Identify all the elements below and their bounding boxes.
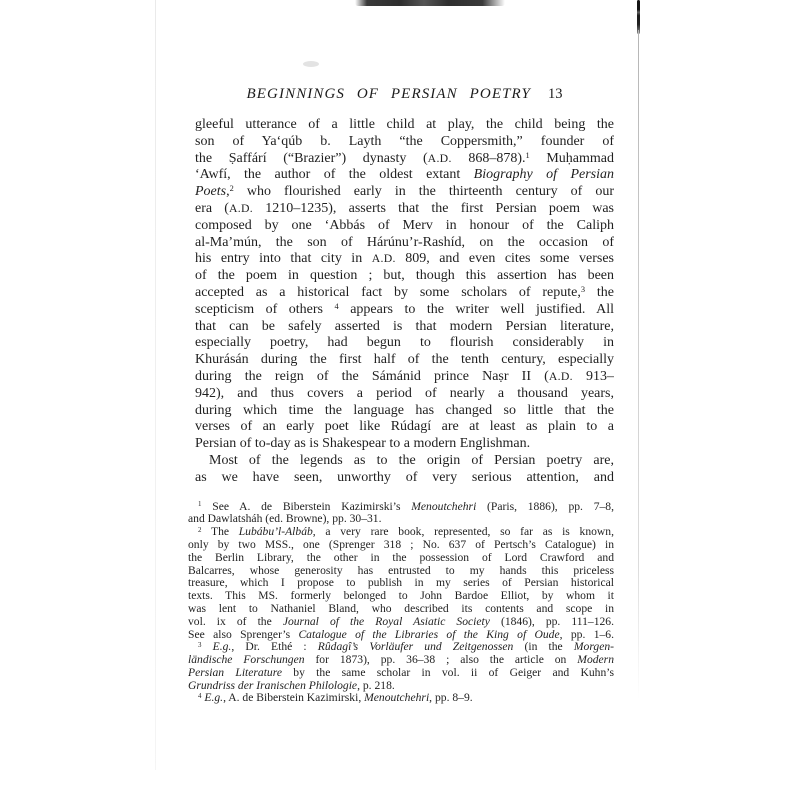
footnote-line: was lent to Nathaniel Bland, who described its contents and scope in (188, 602, 614, 615)
scan-artifact-left-edge-line (155, 0, 156, 770)
footnote-line: texts. This MS. formerly belonged to John Bardoe Elliot, by whom it (188, 590, 614, 603)
page-number: 13 (547, 86, 563, 102)
scan-artifact-right-dash (637, 0, 640, 34)
body-line: era (A.D. 1210–1235), asserts that the first Persian poem was (195, 200, 614, 216)
footnote-line: treasure, which I propose to publish in my series of Persian historical (188, 577, 614, 590)
footnote-line: Balcarres, whose generosity has entrusted to my hands this priceless (188, 564, 614, 577)
scan-artifact-ink-smudge (303, 61, 319, 67)
body-line: the Ṣaffárí (“Brazier”) dynasty (A.D. 868–878).$^1$ Muḥammad (195, 150, 614, 166)
body-line: his entry into that city in A.D. 809, and even cites some verses (195, 251, 614, 267)
footnote-line: $^1$ See A. de Biberstein Kazimirski’s Menoutchehri (Paris, 1886), pp. 7–8, (198, 500, 614, 513)
footnote-line: Persian Literature by the same scholar in vol. ii of Geiger and Kuhn’s (188, 666, 614, 679)
running-head-title: BEGINNINGS OF PERSIAN POETRY (246, 86, 531, 102)
body-line: son of Ya‘qúb b. Layth “the Coppersmith,” founder of (195, 133, 614, 149)
running-head (195, 86, 614, 103)
body-line: that can be safely asserted is that modern Persian literature, (195, 318, 614, 334)
body-line: gleeful utterance of a little child at play, the child being the (195, 117, 614, 132)
body-line: during the reign of the Sámánid prince Naṣr II (A.D. 913– (195, 368, 614, 384)
footnote-line: $^3$ E.g., Dr. Ethé : Rûdagî’s Vorläufer und Zeitgenossen (in the Morgen- (198, 641, 614, 654)
body-line: scepticism of others $^4$ appears to the writer well justified. All (195, 301, 614, 317)
footnote-line: See also Sprenger’s Catalogue of the Libraries of the King of Oude, pp. 1–6. (188, 628, 614, 641)
footnote-line: vol. ix of the Journal of the Royal Asiatic Society (1846), pp. 111–126. (188, 615, 614, 628)
body-line: 942), and thus covers a period of nearly a thousand years, (195, 385, 614, 401)
body-line: Most of the legends as to the origin of Persian poetry are, (209, 452, 614, 468)
footnote-line: $^4$ E.g., A. de Biberstein Kazimirski, Menoutchehri, pp. 8–9. (198, 692, 473, 705)
footnote-line: $^2$ The Lubábu’l-Albáb, a very rare book, represented, so far as is known, (198, 526, 614, 539)
footnote-line: only by two MSS., one (Sprenger 318 ; No. 637 of Pertsch’s Catalogue) in (188, 538, 614, 551)
body-line: of the poem in question ; but, though this assertion has been (195, 268, 614, 284)
body-line: as we have seen, unworthy of very serious attention, and (195, 469, 614, 485)
body-line: especially poetry, had begun to flourish considerably in (195, 335, 614, 351)
body-line: verses of an early poet like Rúdagí are at least as plain to a (195, 419, 614, 435)
body-line: composed by one ‘Abbás of Merv in honour of the Caliph (195, 217, 614, 233)
footnote-line: the Berlin Library, the other in the possession of Lord Crawford and (188, 551, 614, 564)
footnotes (188, 501, 614, 706)
footnote-line: Grundriss der Iranischen Philologie, p. 218. (188, 679, 395, 692)
body-line: al-Ma’mún, the son of Hárúnu’r-Rashíd, on the occasion of (195, 234, 614, 250)
body-line: during which time the language has changed so little that the (195, 402, 614, 418)
scanned-page (188, 86, 614, 705)
body-line: ‘Awfí, the author of the oldest extant Biography of Persian (195, 167, 614, 183)
body-line: accepted as a historical fact by some scholars of repute,$^3$ the (195, 284, 614, 300)
scan-artifact-right-edge-line (638, 30, 639, 700)
body-line: Poets,$^2$ who flourished early in the thirteenth century of our (195, 184, 614, 200)
body-line: Khurásán during the first half of the tenth century, especially (195, 352, 614, 368)
body-text (195, 117, 614, 487)
body-line: Persian of to-day as is Shakespear to a modern Englishman. (195, 436, 531, 452)
scan-artifact-top-smudge (355, 0, 505, 6)
footnote-line: ländische Forschungen for 1873), pp. 36–38 ; also the article on Modern (188, 654, 614, 667)
footnote-line: and Dawlatsháh (ed. Browne), pp. 30–31. (188, 513, 382, 526)
